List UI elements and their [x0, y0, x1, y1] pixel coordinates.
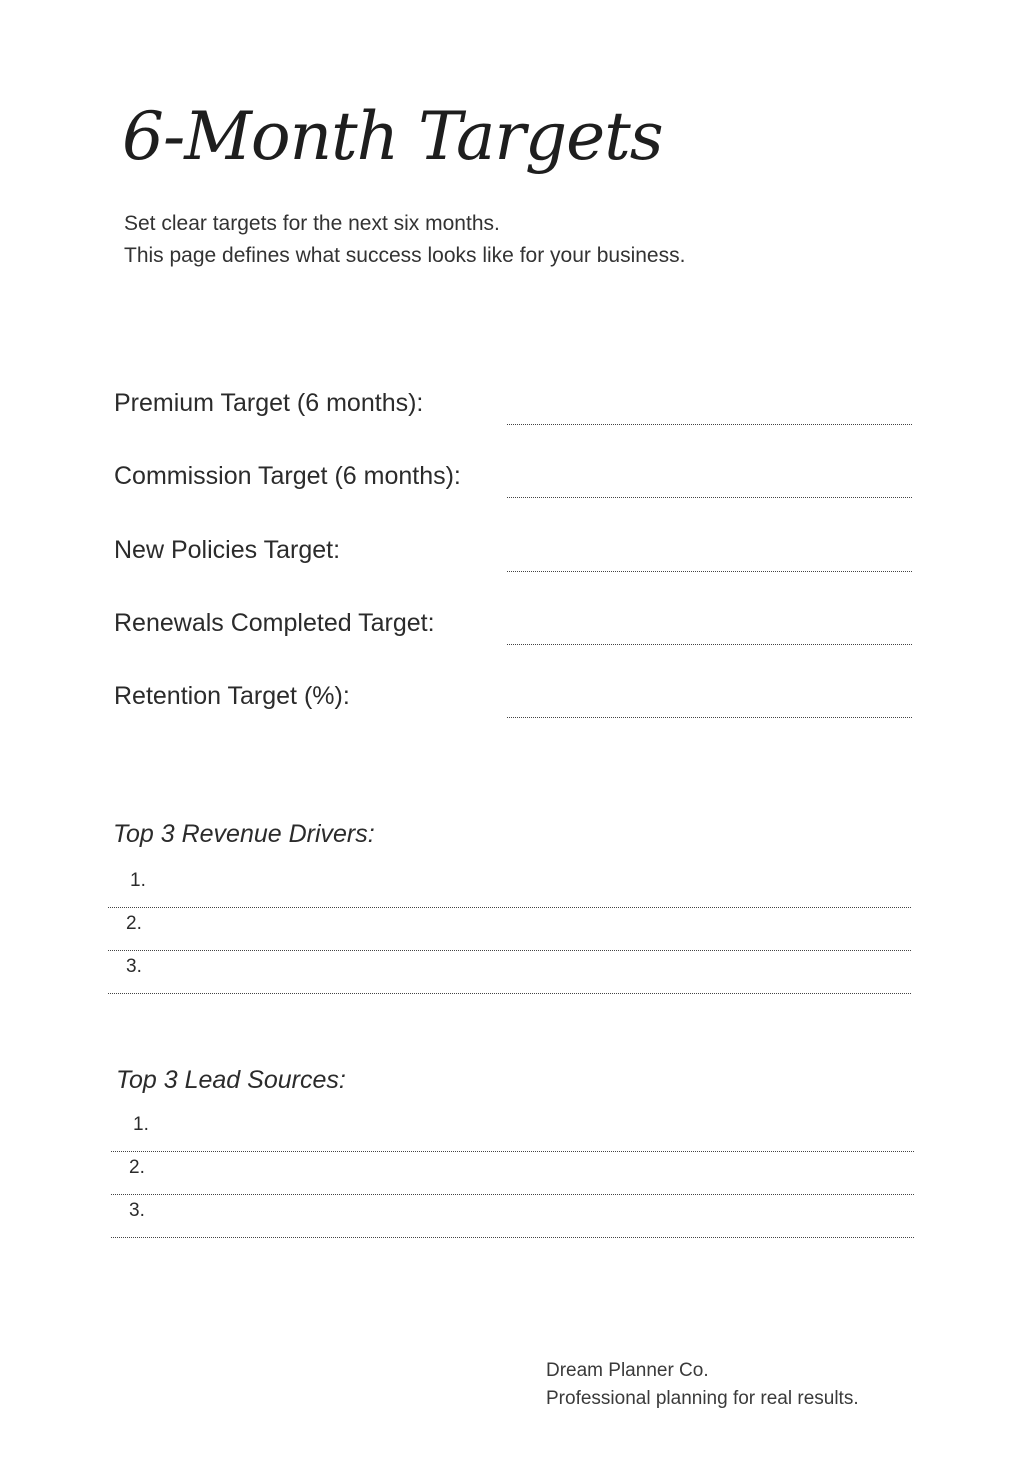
premium-target-row	[114, 388, 912, 428]
lead-source-item[interactable]	[111, 1196, 914, 1238]
retention-target-label: Retention Target (%):	[114, 682, 350, 710]
renewals-target-row	[114, 608, 912, 648]
renewals-target-label: Renewals Completed Target:	[114, 609, 435, 637]
lead-source-item[interactable]	[111, 1110, 914, 1152]
list-number: 3.	[126, 956, 142, 977]
intro-line: Set clear targets for the next six months.	[124, 212, 500, 235]
new-policies-target-row	[114, 535, 912, 575]
new-policies-target-field[interactable]	[507, 571, 912, 572]
commission-target-row	[114, 461, 912, 501]
premium-target-field[interactable]	[507, 424, 912, 425]
intro-text	[124, 208, 685, 272]
list-number: 2.	[129, 1157, 145, 1178]
commission-target-field[interactable]	[507, 497, 912, 498]
revenue-driver-item[interactable]	[108, 909, 911, 951]
revenue-drivers-heading: Top 3 Revenue Drivers:	[113, 820, 375, 848]
new-policies-target-label: New Policies Target:	[114, 536, 341, 564]
list-number: 1.	[133, 1114, 149, 1135]
footer-brand: Dream Planner Co.	[546, 1360, 709, 1381]
lead-source-item[interactable]	[111, 1153, 914, 1195]
revenue-driver-line	[108, 950, 911, 951]
commission-target-label: Commission Target (6 months):	[114, 462, 461, 490]
footer	[546, 1357, 859, 1413]
list-number: 2.	[126, 913, 142, 934]
lead-source-line	[111, 1194, 914, 1195]
lead-source-line	[111, 1151, 914, 1152]
retention-target-field[interactable]	[507, 717, 912, 718]
lead-source-line	[111, 1237, 914, 1238]
footer-tagline: Professional planning for real results.	[546, 1388, 859, 1409]
renewals-target-field[interactable]	[507, 644, 912, 645]
list-number: 1.	[130, 870, 146, 891]
page-title: 6-Month Targets	[122, 98, 663, 175]
lead-sources-heading: Top 3 Lead Sources:	[116, 1066, 346, 1094]
premium-target-label: Premium Target (6 months):	[114, 389, 424, 417]
revenue-driver-line	[108, 993, 911, 994]
retention-target-row	[114, 681, 912, 721]
list-number: 3.	[129, 1200, 145, 1221]
revenue-driver-item[interactable]	[108, 866, 911, 908]
intro-line: This page defines what success looks like for your business.	[124, 244, 686, 267]
revenue-driver-line	[108, 907, 911, 908]
revenue-driver-item[interactable]	[108, 952, 911, 994]
